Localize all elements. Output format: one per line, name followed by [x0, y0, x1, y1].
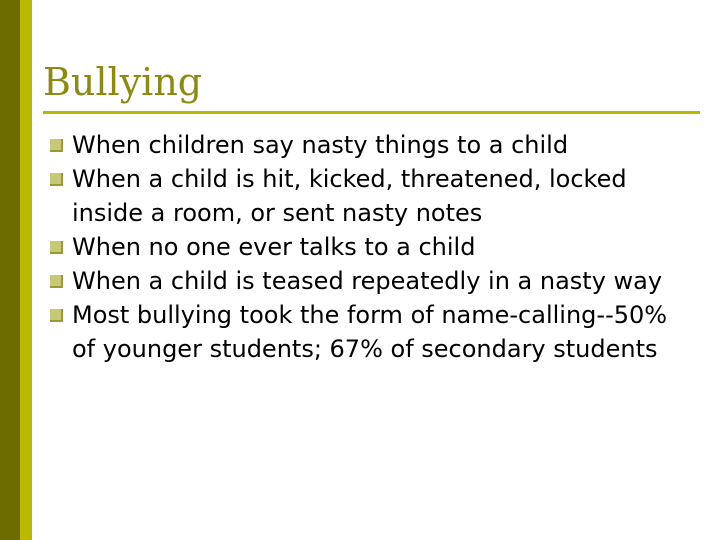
- side-bar-dark: [0, 0, 20, 540]
- bullet-text: When children say nasty things to a child: [72, 131, 569, 159]
- bullet-text: Most bullying took the form of name-calling--50% of younger students; 67% of secondary students: [72, 301, 668, 363]
- bullet-text: When no one ever talks to a child: [72, 233, 476, 261]
- side-bar-light: [20, 0, 32, 540]
- bullet-text: When a child is hit, kicked, threatened, locked inside a room, or sent nasty notes: [72, 165, 627, 227]
- square-bullet-icon: [50, 241, 63, 254]
- square-bullet-icon: [50, 173, 63, 186]
- bullet-item: [50, 162, 690, 230]
- bullet-item: [50, 264, 690, 298]
- square-bullet-icon: [50, 275, 63, 288]
- bullet-item: [50, 298, 690, 366]
- title-underline: [43, 111, 700, 114]
- square-bullet-icon: [50, 139, 63, 152]
- bullet-item: [50, 128, 690, 162]
- square-bullet-icon: [50, 309, 63, 322]
- slide-title: Bullying: [43, 60, 203, 104]
- bullet-text: When a child is teased repeatedly in a nasty way: [72, 267, 663, 295]
- bullet-item: [50, 230, 690, 264]
- bullet-list: [50, 128, 690, 366]
